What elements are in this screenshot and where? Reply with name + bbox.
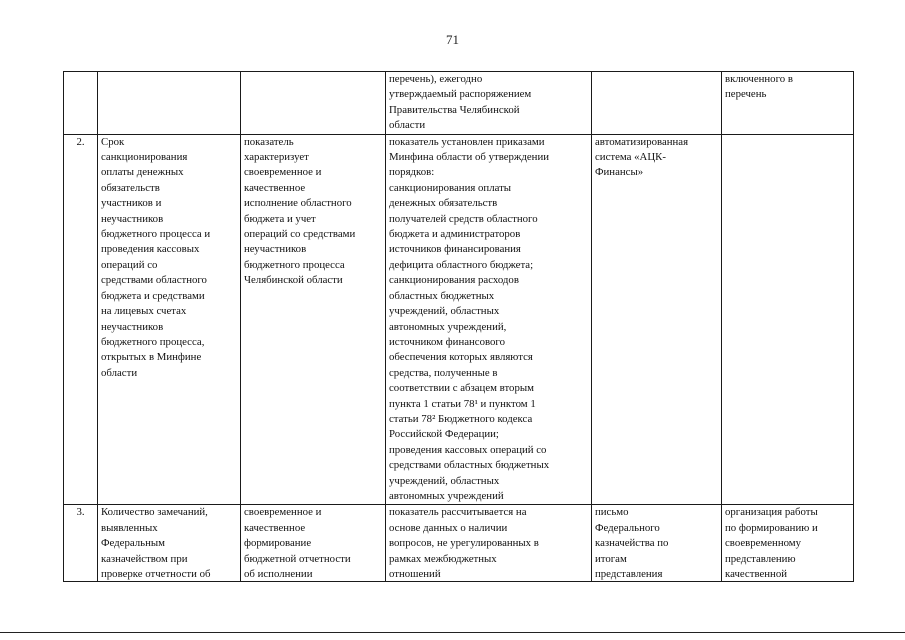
cell-text-line: бюджетного процесса и	[101, 228, 211, 241]
cell-text-line: характеризует	[244, 151, 309, 164]
cell-description	[241, 505, 386, 582]
cell-text-line: рамках межбюджетных	[389, 552, 497, 565]
cell-text-line: по формированию и	[725, 521, 818, 534]
cell-text-line: представлению	[725, 552, 796, 565]
cell-text-line: Финансы»	[595, 166, 644, 179]
cell-text-line: неучастников	[101, 320, 164, 333]
cell-text-line: качественное	[244, 521, 306, 534]
cell-text-line: автоматизированная	[595, 135, 689, 148]
cell-text-line: своевременное и	[244, 166, 322, 179]
cell-text-line: оплаты денежных	[101, 166, 184, 179]
cell-text-line: Правительства Челябинской	[389, 103, 520, 116]
cell-text-line: Количество замечаний,	[101, 506, 208, 519]
cell-text-line: представления	[595, 568, 663, 580]
cell-text-line: показатель	[244, 135, 294, 148]
cell-description	[241, 134, 386, 505]
cell-text-line: проведения кассовых операций со	[389, 443, 547, 456]
cell-text-line: 3.	[76, 506, 85, 519]
cell-name	[98, 72, 241, 135]
cell-text-line: санкционирования расходов	[389, 274, 519, 287]
cell-text-line: бюджета и администраторов	[389, 228, 521, 241]
cell-text-line: учреждений, областных	[389, 474, 500, 487]
cell-text-line: включенного в	[725, 73, 793, 85]
cell-text-line: неучастников	[101, 212, 164, 225]
cell-text-line: области	[389, 119, 426, 132]
cell-text-line: Федерального	[595, 521, 660, 534]
cell-source-rule	[386, 505, 592, 582]
cell-text-line: области	[101, 366, 138, 379]
cell-text-line: 2.	[76, 135, 85, 148]
cell-text-line: санкционирования	[101, 151, 188, 164]
cell-text-line: областных бюджетных	[389, 289, 495, 302]
cell-text-line: проведения кассовых	[101, 243, 200, 256]
table-row	[64, 134, 854, 505]
cell-text-line: Российской Федерации;	[389, 428, 499, 441]
cell-text-line: казначейством при	[101, 552, 188, 565]
cell-text-line: бюджетной отчетности	[244, 552, 351, 565]
cell-text-line: соответствии с абзацем вторым	[389, 382, 534, 395]
cell-text-line: перечень), ежегодно	[389, 73, 483, 85]
cell-text-line: автономных учреждений	[389, 489, 504, 502]
cell-number	[64, 134, 98, 505]
cell-text-line: формирование	[244, 537, 312, 550]
cell-text-line: статьи 78² Бюджетного кодекса	[389, 412, 533, 425]
cell-text-line: источником финансового	[389, 335, 505, 348]
cell-text-line: своевременное и	[244, 506, 322, 519]
cell-text-line: система «АЦК-	[595, 151, 666, 164]
page-number: 71	[446, 32, 459, 47]
cell-text-line: обязательств	[101, 181, 160, 194]
cell-text-line: операций со средствами	[244, 228, 356, 241]
cell-text-line: бюджета и средствами	[101, 289, 205, 302]
cell-text-line: участников и	[101, 197, 162, 210]
cell-text-line: качественной	[725, 568, 788, 580]
cell-text-line: автономных учреждений,	[389, 320, 507, 333]
cell-text-line: бюджетного процесса	[244, 258, 345, 271]
cell-text-line: основе данных о наличии	[389, 521, 508, 534]
cell-name	[98, 505, 241, 582]
cell-text-line: источников финансирования	[389, 243, 521, 256]
cell-note	[722, 505, 854, 582]
cell-text-line: организация работы	[725, 506, 818, 519]
cell-text-line: перечень	[725, 88, 767, 101]
cell-number	[64, 505, 98, 582]
cell-text-line: бюджета и учет	[244, 212, 316, 225]
cell-text-line: показатель установлен приказами	[389, 135, 545, 148]
cell-data-source	[592, 134, 722, 505]
cell-text-line: выявленных	[101, 521, 158, 534]
cell-text-line: вопросов, не урегулированных в	[389, 537, 539, 550]
cell-text-line: обеспечения которых являются	[389, 351, 533, 364]
cell-note	[722, 72, 854, 135]
cell-text-line: средствами областных бюджетных	[389, 459, 550, 472]
cell-text-line: проверке отчетности об	[101, 568, 211, 580]
cell-text-line: Срок	[101, 135, 125, 148]
cell-data-source	[592, 505, 722, 582]
cell-text-line: бюджетного процесса,	[101, 335, 205, 348]
cell-number	[64, 72, 98, 135]
cell-text-line: Минфина области об утверждении	[389, 151, 550, 164]
cell-description	[241, 72, 386, 135]
cell-text-line: средствами областного	[101, 274, 207, 287]
page-bottom-rule	[0, 632, 905, 633]
cell-text-line: открытых в Минфине	[101, 351, 202, 364]
cell-text-line: учреждений, областных	[389, 305, 500, 318]
cell-text-line: Федеральным	[101, 537, 165, 550]
cell-text-line: порядков:	[389, 166, 435, 179]
cell-source-rule	[386, 134, 592, 505]
cell-text-line: неучастников	[244, 243, 307, 256]
cell-source-rule	[386, 72, 592, 135]
cell-text-line: денежных обязательств	[389, 197, 498, 210]
cell-text-line: итогам	[595, 552, 627, 565]
cell-text-line: получателей средств областного	[389, 212, 538, 225]
cell-text-line: пункта 1 статьи 78¹ и пунктом 1	[389, 397, 536, 410]
cell-name	[98, 134, 241, 505]
cell-text-line: дефицита областного бюджета;	[389, 258, 534, 271]
cell-text-line: санкционирования оплаты	[389, 181, 512, 194]
cell-text-line: средства, полученные в	[389, 366, 498, 379]
indicators-table	[63, 71, 854, 582]
cell-text-line: показатель рассчитывается на	[389, 506, 527, 519]
cell-text-line: отношений	[389, 568, 441, 580]
cell-note	[722, 134, 854, 505]
cell-text-line: исполнение областного	[244, 197, 352, 210]
cell-text-line: Челябинской области	[244, 274, 343, 287]
table-row	[64, 72, 854, 135]
cell-text-line: на лицевых счетах	[101, 305, 187, 318]
cell-data-source	[592, 72, 722, 135]
cell-text-line: утверждаемый распоряжением	[389, 88, 532, 101]
table-row	[64, 505, 854, 582]
cell-text-line: об исполнении	[244, 568, 313, 580]
cell-text-line: своевременному	[725, 537, 802, 550]
cell-text-line: казначейства по	[595, 537, 669, 550]
cell-text-line: операций со	[101, 258, 158, 271]
cell-text-line: качественное	[244, 181, 306, 194]
cell-text-line: письмо	[595, 506, 629, 519]
